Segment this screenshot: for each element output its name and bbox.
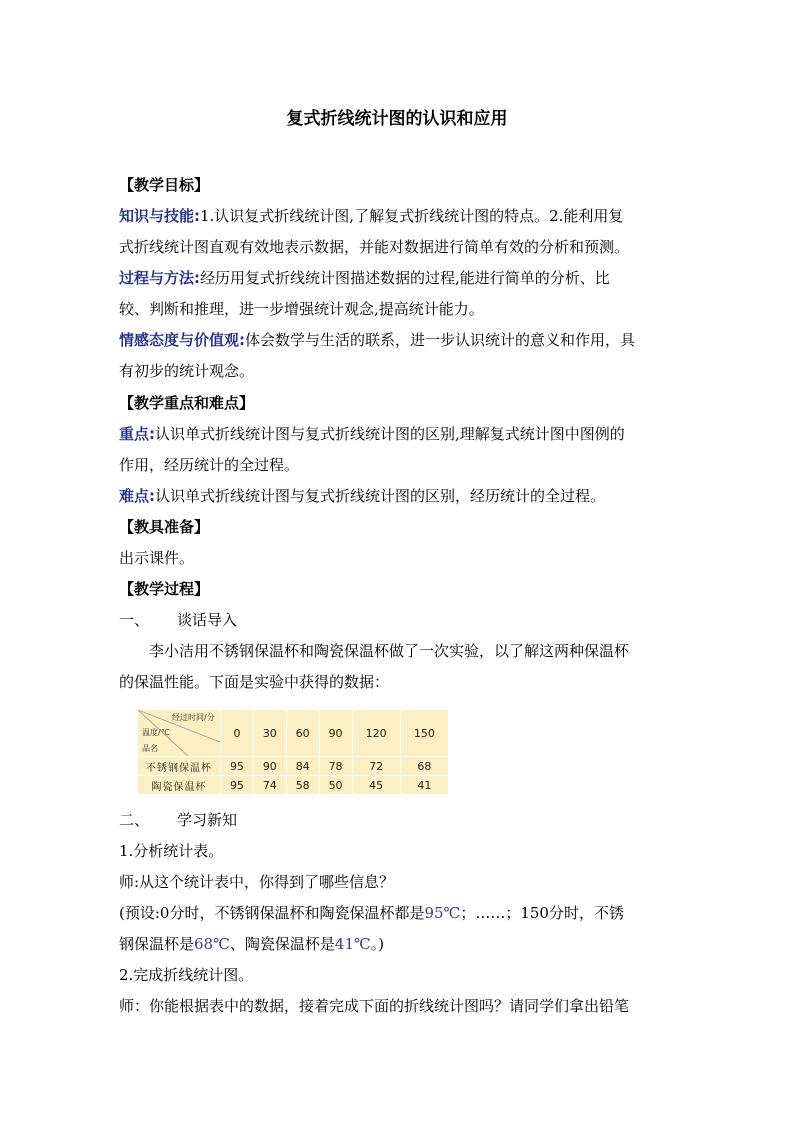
table-header-row [138,710,449,757]
preset-line-1 [119,903,684,923]
corner-name-label: 品名 [142,744,158,753]
objectives-heading: 【教学目标】 [119,176,210,194]
process-line-2: 较、判断和推理，进一步增强统计观念,提高统计能力。 [119,300,484,318]
keypoints-heading: 【教学重点和难点】 [119,394,255,412]
corner-temp-label: 温度/℃ [142,728,170,737]
knowledge-line-2: 式折线统计图直观有效地表示数据，并能对数据进行简单有效的分析和预测。 [119,238,630,256]
preset-temp-95: 95℃ [424,904,461,922]
row-name-cell: 陶瓷保温杯 [138,776,221,795]
table-header-cell: 120 [352,710,400,757]
table-header-cell: 30 [253,710,286,757]
emotion-label: 情感态度与价值观: [119,331,245,349]
table-cell: 90 [253,757,286,776]
table-row [138,776,449,795]
preset-text-a: (预设:0分时，不锈钢保温杯和陶瓷保温杯都是 [119,904,425,922]
table-header-cell: 0 [221,710,254,757]
step2-text: 2.完成折线统计图。 [119,966,254,984]
part1-number: 一、 [119,611,150,629]
table-cell: 72 [352,757,400,776]
preset-temp-68: 68℃ [194,935,230,953]
part2-heading [119,810,684,830]
difficulty-label: 难点: [119,487,155,505]
row-name-cell: 不锈钢保温杯 [138,757,221,776]
part1-title: 谈话导入 [177,611,238,629]
table-cell: 45 [352,776,400,795]
table-cell: 95 [221,776,254,795]
preset-text-f: 、陶瓷保温杯是 [229,935,335,953]
tools-text: 出示课件。 [119,549,195,567]
part1-heading [119,610,684,630]
table-header-cell: 60 [286,710,319,757]
part2-number: 二、 [119,811,150,829]
table-cell: 95 [221,757,254,776]
table-header-cell: 90 [319,710,352,757]
table-cell: 68 [400,757,448,776]
step1-text: 1.分析统计表。 [119,842,224,860]
focus-line-2: 作用，经历统计的全过程。 [119,456,300,474]
process-text-1: 经历用复式折线统计图描述数据的过程,能进行简单的分析、比 [200,269,610,287]
data-table [137,709,449,795]
emotion-text-1: 体会数学与生活的联系，进一步认识统计的意义和作用，具 [245,331,636,349]
knowledge-line-1 [119,206,684,226]
focus-text-1: 认识单式折线统计图与复式折线统计图的区别,理解复式统计图中图例的 [155,425,625,443]
knowledge-label: 知识与技能: [119,207,200,225]
preset-temp-41: 41℃ [334,935,371,953]
teacher-question-2: 师：你能根据表中的数据，接着完成下面的折线统计图吗？请同学们拿出铅笔 [119,997,630,1015]
table-cell: 50 [319,776,352,795]
difficulty-line [119,486,684,506]
focus-label: 重点: [119,425,155,443]
table-row [138,757,449,776]
table-cell: 74 [253,776,286,795]
table-cell: 84 [286,757,319,776]
table-cell: 58 [286,776,319,795]
page-title: 复式折线统计图的认识和应用 [286,109,508,129]
preset-text-h: 。) [370,935,385,953]
table-cell: 41 [400,776,448,795]
process-line-1 [119,268,684,288]
preset-text-c: ；……；150分时，不锈 [460,904,624,922]
difficulty-text: 认识单式折线统计图与复式折线统计图的区别，经历统计的全过程。 [155,487,606,505]
table-header-cell: 150 [400,710,448,757]
focus-line-1 [119,424,684,444]
table-cell: 78 [319,757,352,776]
corner-time-label: 经过时间/分 [172,713,215,722]
emotion-line-2: 有初步的统计观念。 [119,362,255,380]
intro-line-2: 的保温性能。下面是实验中获得的数据： [119,673,390,691]
process-heading: 【教学过程】 [119,580,210,598]
part2-title: 学习新知 [177,811,238,829]
tools-heading: 【教具准备】 [119,518,210,536]
emotion-line-1 [119,330,684,350]
teacher-question-1: 师:从这个统计表中，你得到了哪些信息？ [119,873,395,891]
intro-line-1: 李小洁用不锈钢保温杯和陶瓷保温杯做了一次实验，以了解这两种保温杯 [149,642,630,660]
table-corner-cell [138,710,221,757]
process-label: 过程与方法: [119,269,200,287]
preset-line-2 [119,934,684,954]
preset-text-d: 钢保温杯是 [119,935,195,953]
knowledge-text-1: 1.认识复式折线统计图,了解复式折线统计图的特点。2.能利用复 [200,207,624,225]
